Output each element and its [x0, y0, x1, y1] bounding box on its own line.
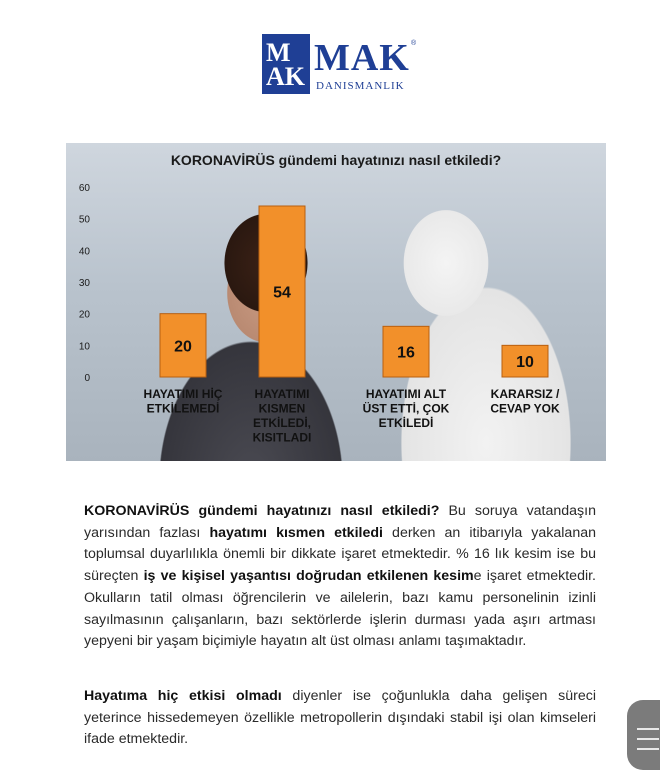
chart-panel	[66, 143, 606, 461]
bar-chart	[66, 143, 606, 461]
paragraph-segment: hayatımı kısmen etkiledi	[209, 524, 383, 541]
logo-mark	[262, 34, 310, 94]
paragraph-segment: iş ve kişisel yaşantısı doğrudan etkilenen kesim	[143, 568, 474, 585]
category-label: HAYATIMI	[254, 387, 310, 401]
category-label: KISITLADI	[252, 430, 312, 445]
mak-logo	[262, 34, 422, 104]
category-label: ETKİLEDİ,	[252, 416, 312, 430]
logo-wordmark: MAK	[314, 37, 410, 79]
paragraph-segment: Hayatıma hiç etkisi olmadı	[84, 688, 282, 704]
logo-subtitle: DANISMANLIK	[316, 80, 405, 92]
analysis-paragraph-2	[84, 686, 596, 751]
scroll-handle[interactable]	[627, 700, 660, 770]
scroll-handle-line	[637, 748, 659, 750]
scroll-handle-line	[637, 728, 659, 730]
paragraph-segment: diyenler ise çoğunlukla daha gelişen süreci yeterince hissedemeyen özellikle metropollerin dışındaki stabil işi olan kimseleri ifade etmektedir.	[84, 688, 596, 748]
category-label: ÜST ETTİ, ÇOK	[362, 401, 450, 416]
category-label: ETKİLEMEDİ	[146, 401, 220, 416]
analysis-paragraph-1	[84, 501, 596, 653]
category-label: HAYATIMI HİÇ	[143, 387, 223, 401]
chart-title: KORONAVİRÜS gündemi hayatınızı nasıl etkiledi?	[170, 152, 502, 168]
y-tick-label: 60	[78, 183, 90, 194]
category-label: KARARSIZ /	[490, 387, 560, 401]
scroll-handle-line	[637, 738, 659, 740]
paragraph-segment: derken an itibarıyla yakalanan toplumsal duyarlılıkla önemli bir dikkate işaret etmektedir. % 16 lık kesim ise bu süreçten	[84, 524, 596, 585]
logo-mark-bottom: AK	[266, 62, 305, 91]
y-tick-label: 50	[78, 214, 90, 226]
bar-value-label: 54	[273, 284, 291, 302]
y-tick-label: 10	[78, 341, 90, 353]
category-label: KISMEN	[258, 401, 306, 416]
bar-value-label: 20	[174, 338, 192, 356]
category-label: HAYATIMI ALT	[365, 387, 447, 401]
y-tick-label: 30	[78, 278, 90, 289]
registered-mark: ®	[411, 40, 417, 47]
logo-mark-top: M	[266, 38, 291, 67]
y-tick-label: 0	[84, 373, 90, 384]
category-label: ETKİLEDİ	[378, 416, 434, 430]
paragraph-segment: Bu soruya vatandaşın yarısından fazlası	[84, 503, 596, 541]
bar-value-label: 16	[397, 344, 415, 362]
y-tick-label: 20	[78, 309, 90, 321]
bar-value-label: 10	[516, 354, 534, 372]
category-label: CEVAP YOK	[490, 401, 560, 416]
y-tick-label: 40	[78, 246, 90, 258]
paragraph-segment: KORONAVİRÜS gündemi hayatınızı nasıl etkiledi?	[84, 503, 440, 519]
paragraph-segment: e işaret etmektedir. Okulların tatil olması öğrencilerin ve ailelerin, bazı kamu personelinin izinli sayılmasının çalışanların, bazı sektörlerde işlerin durması yada aşırı artması yepyeni bir yaşam biçimiyle hayatın alt üst olması anlamı taşımaktadır.	[84, 568, 596, 650]
